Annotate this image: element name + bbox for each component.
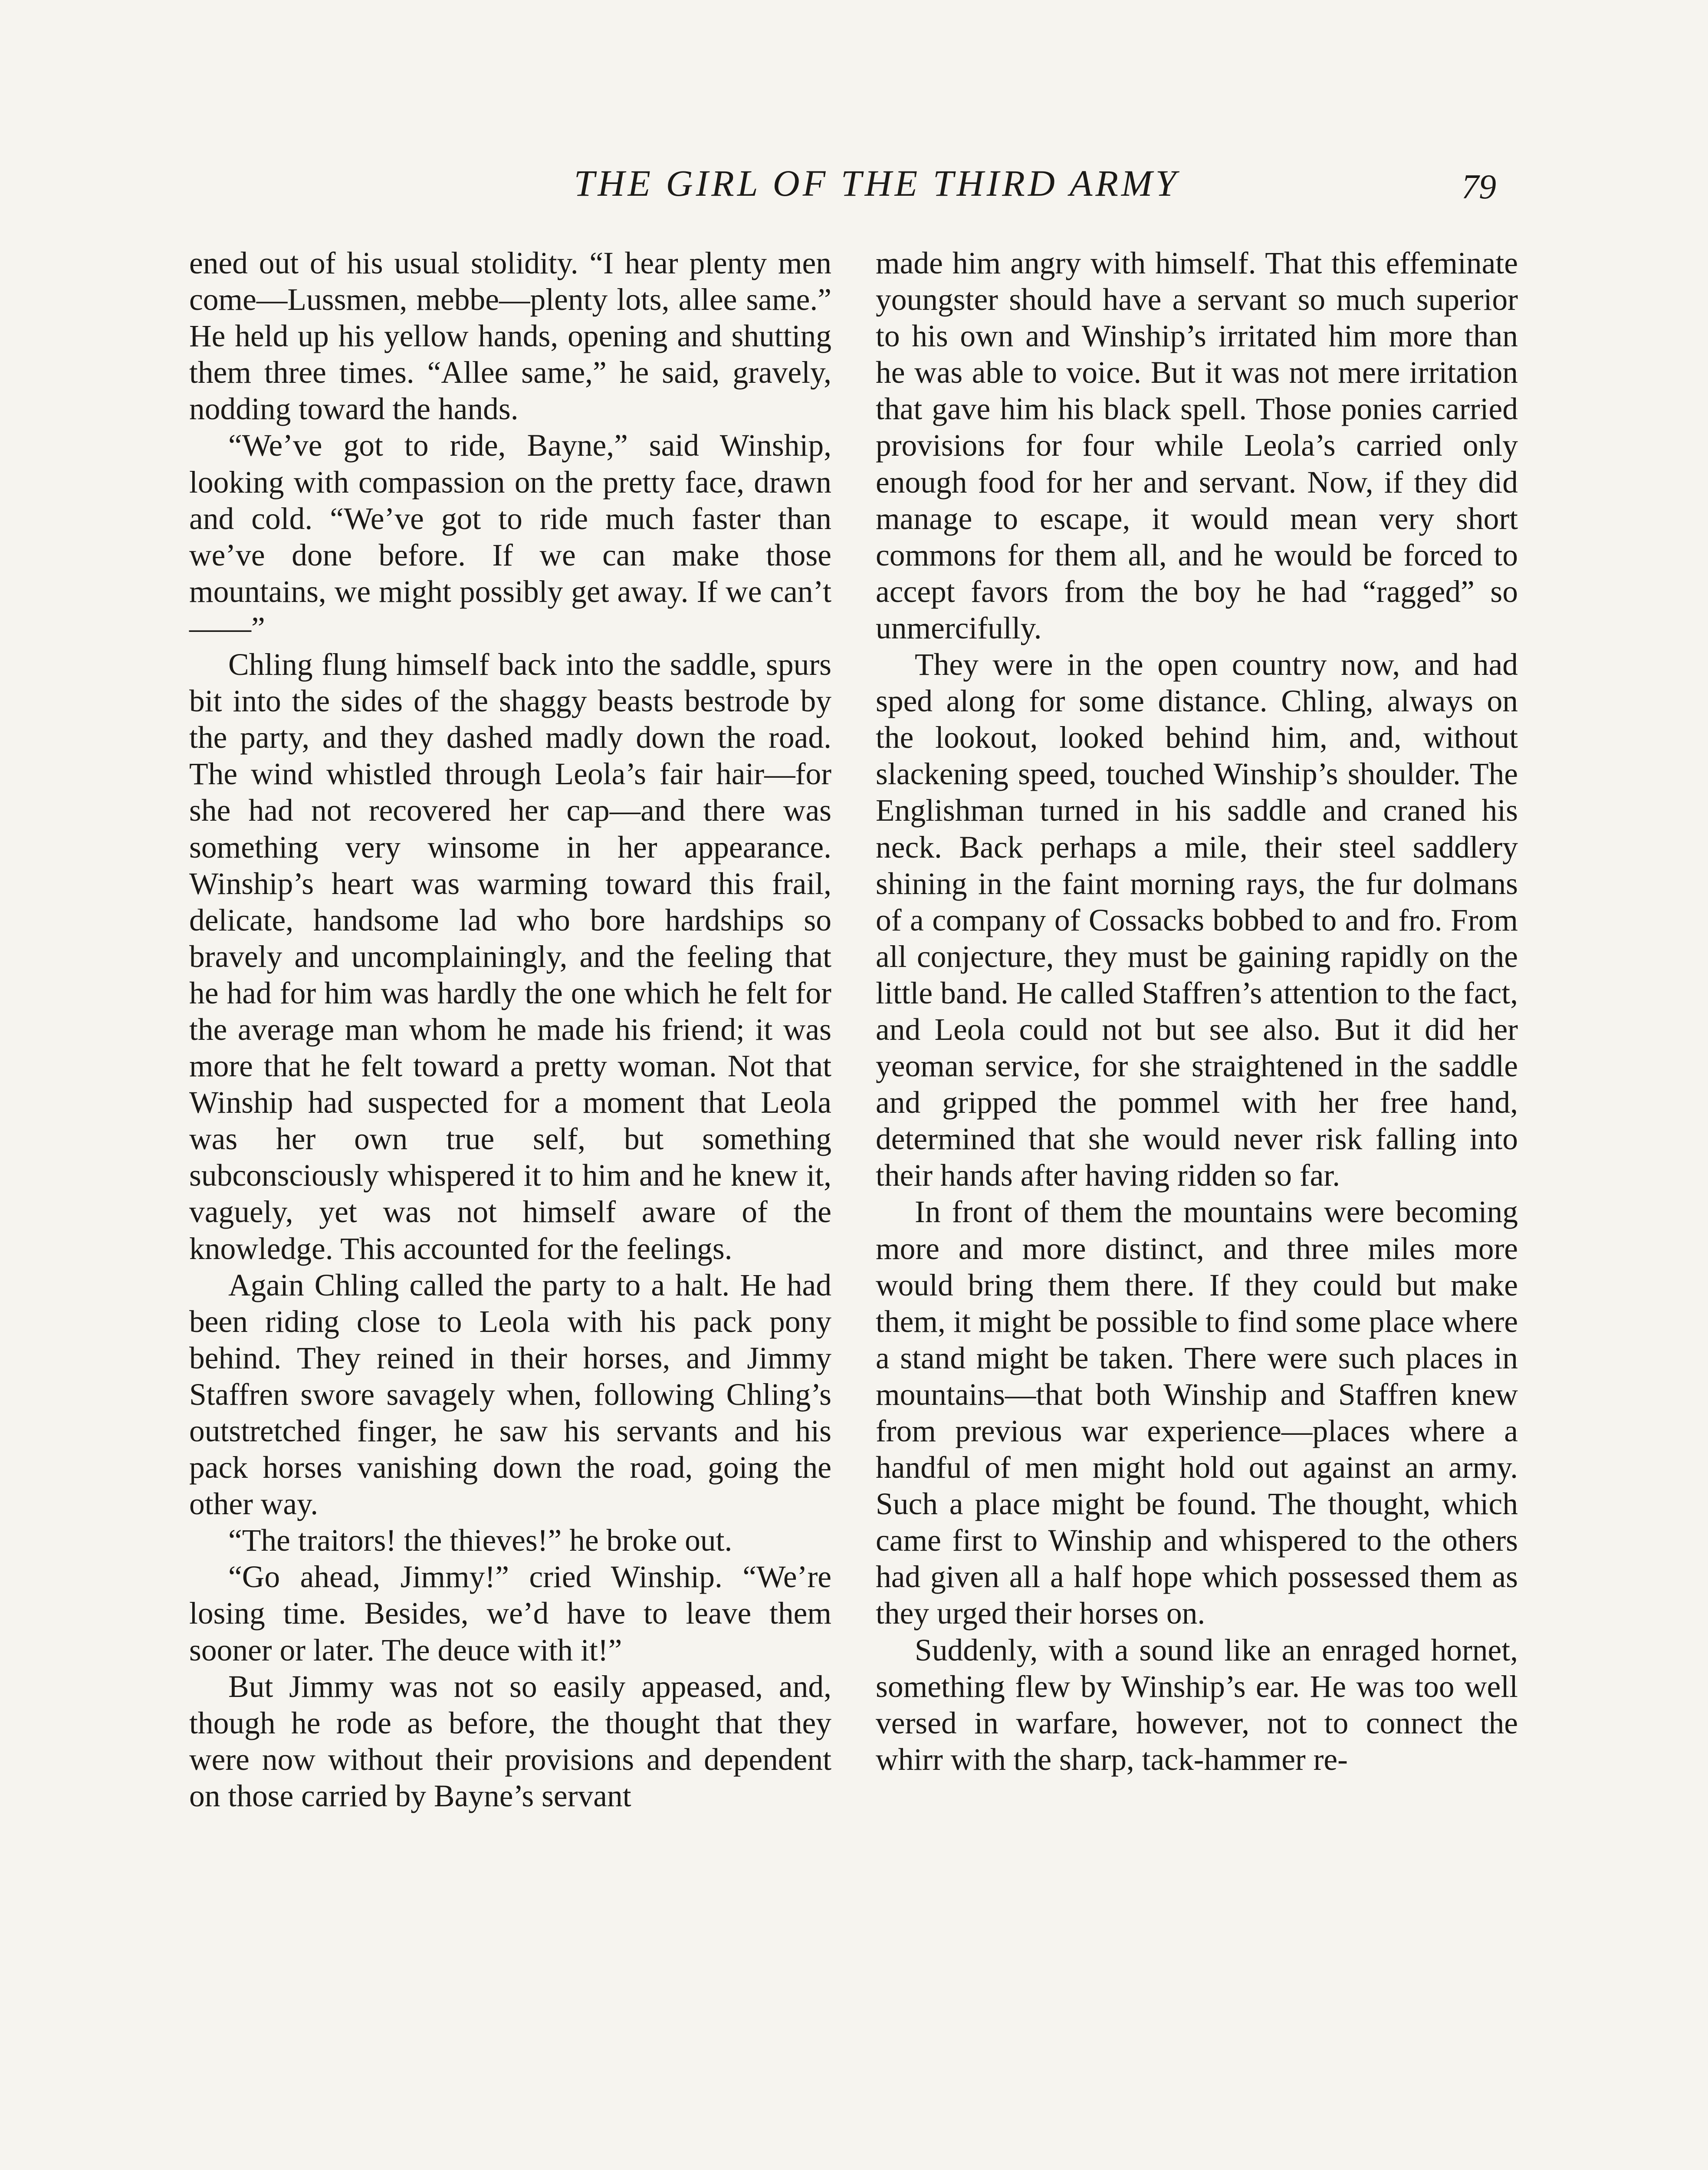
paragraph: “The traitors! the thieves!” he broke out.: [228, 1523, 732, 1558]
paragraph: In front of them the mountains were becoming more and more distinct, and three miles more would bring them there. If they could but make them, it might be possible to find some place where a stand might be taken. There were such places in mountains—that both Winship and Staffren knew from previous war experience—places where a handful of men might hold out against an army. Such a place might be found. The thought, which came first to Winship and whispered to the others had given all a half hope which possessed them as they urged their horses on.: [876, 1195, 1518, 1631]
paragraph: Chling flung himself back into the saddle, spurs bit into the sides of the shaggy beasts bestrode by the party, and they dashed madly down the road. The wind whistled through Leola’s fair hair—for she had not recovered her cap—and there was something very winsome in her appearance. Winship’s heart was warming toward this frail, delicate, handsome lad who bore hardships so bravely and uncomplainingly, and the feeling that he had for him was hardly the one which he felt for the average man whom he made his friend; it was more that he felt toward a pretty woman. Not that Winship had suspected for a moment that Leola was her own true self, but something subconsciously whispered it to him and he knew it, vaguely, yet was not himself aware of the knowledge. This accounted for the feelings.: [189, 648, 831, 1266]
paragraph: Again Chling called the party to a halt. He had been riding close to Leola with his pack pony behind. They reined in their horses, and Jimmy Staffren swore savagely when, following Chling’s outstretched finger, he saw his servants and his pack horses vanishing down the road, going the other way.: [189, 1268, 831, 1522]
paragraph: “Go ahead, Jimmy!” cried Winship. “We’re losing time. Besides, we’d have to leave them sooner or later. The deuce with it!”: [189, 1560, 831, 1667]
right-column: [876, 245, 1518, 1778]
paragraph: Suddenly, with a sound like an enraged hornet, something flew by Winship’s ear. He was too well versed in warfare, however, not to connect the whirr with the sharp, tack-hammer re-: [876, 1633, 1518, 1777]
paragraph: “We’ve got to ride, Bayne,” said Winship, looking with compassion on the pretty face, drawn and cold. “We’ve got to ride much faster than we’ve done before. If we can make those mountains, we might possibly get away. If we can’t——”: [189, 428, 831, 645]
running-head: THE GIRL OF THE THIRD ARMY: [574, 162, 1179, 204]
paragraph: They were in the open country now, and had sped along for some distance. Chling, always on the lookout, looked behind him, and, without slackening speed, touched Winship’s shoulder. The Englishman turned in his saddle and craned his neck. Back perhaps a mile, their steel saddlery shining in the faint morning rays, the fur dolmans of a company of Cossacks bobbed to and fro. From all conjecture, they must be gaining rapidly on the little band. He called Staffren’s attention to the fact, and Leola could not but see also. But it did her yeoman service, for she straightened in the saddle and gripped the pommel with her free hand, determined that she would never risk falling into their hands after having ridden so far.: [876, 648, 1518, 1193]
paragraph: But Jimmy was not so easily appeased, and, though he rode as before, the thought that they were now without their provisions and dependent on those carried by Bayne’s servant: [189, 1669, 831, 1813]
page-number: 79: [1462, 168, 1496, 206]
paragraph: ened out of his usual stolidity. “I hear plenty men come—Lussmen, mebbe—plenty lots, allee same.” He held up his yellow hands, opening and shutting them three times. “Allee same,” he said, gravely, nodding toward the hands.: [189, 246, 831, 427]
paragraph: made him angry with himself. That this effeminate youngster should have a servant so much superior to his own and Winship’s irritated him more than he was able to voice. But it was not mere irritation that gave him his black spell. Those ponies carried provisions for four while Leola’s carried only enough food for her and servant. Now, if they did manage to escape, it would mean very short commons for them all, and he would be forced to accept favors from the boy he had “ragged” so unmercifully.: [876, 246, 1518, 645]
left-column: [189, 245, 831, 1815]
